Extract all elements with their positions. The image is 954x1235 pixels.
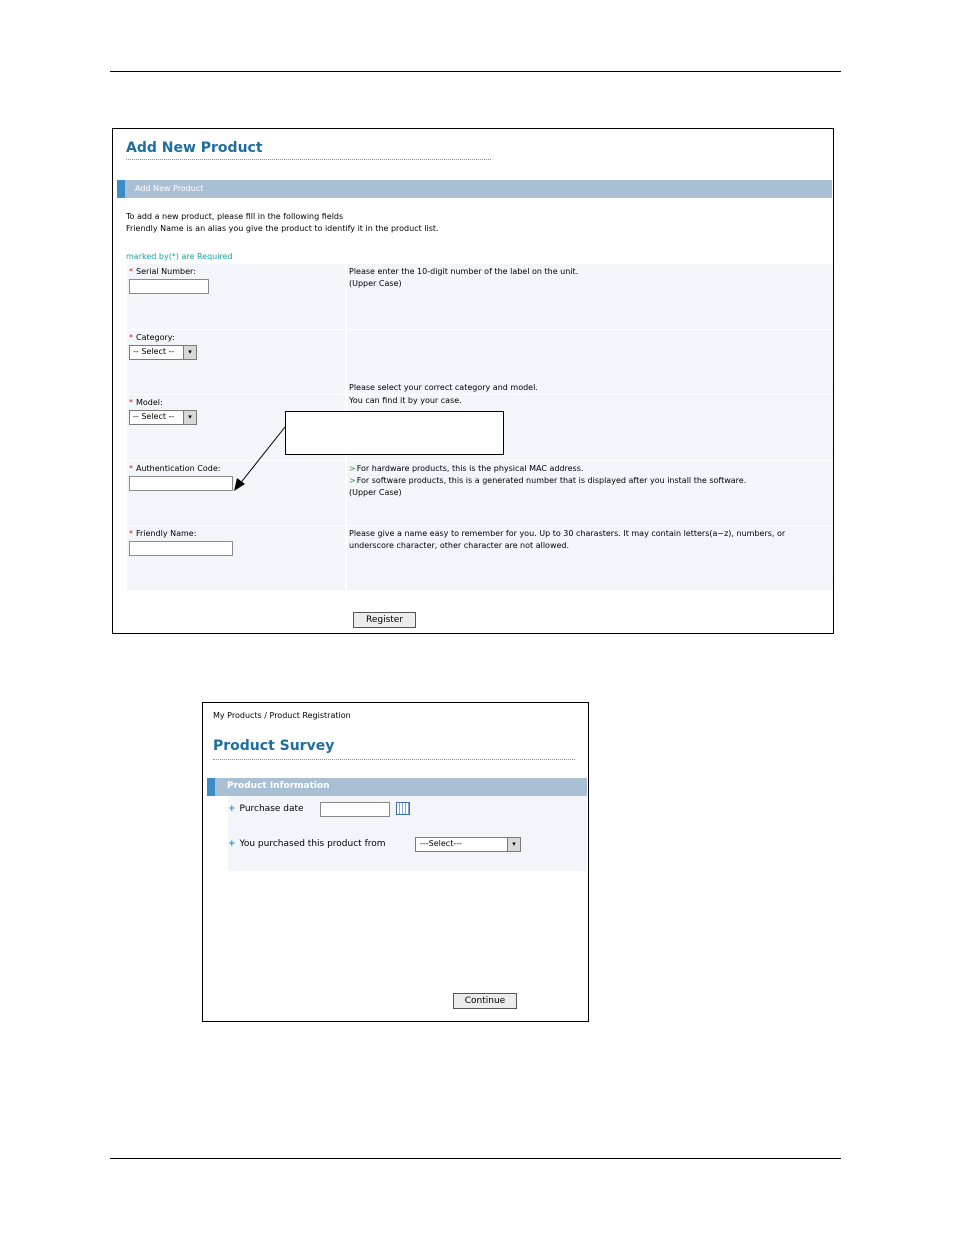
page-top-rule [110, 71, 841, 72]
intro-line-2: Friendly Name is an alias you give the product to identify it in the product list. [126, 224, 439, 233]
calendar-icon[interactable] [396, 802, 410, 815]
auth-help-line-3: (Upper Case) [349, 488, 402, 497]
required-star: * [129, 267, 133, 276]
annotation-arrow [113, 129, 833, 633]
plus-icon: + [228, 804, 236, 814]
required-note: marked by(*) are Required [126, 252, 233, 261]
purchased-from-select[interactable] [415, 837, 521, 852]
category-help-line-2: You can find it by your case. [349, 396, 462, 405]
section-accent [207, 778, 215, 796]
serial-help-line-2: (Upper Case) [349, 279, 402, 288]
title-divider [213, 759, 575, 760]
purchased-from-value: ---Select--- [420, 839, 462, 848]
authentication-code-label-text: Authentication Code: [136, 464, 221, 473]
breadcrumb: My Products / Product Registration [213, 711, 351, 720]
purchased-from-label-text: You purchased this product from [239, 839, 386, 849]
page-bottom-rule [110, 1158, 841, 1159]
required-star: * [129, 333, 133, 342]
auth-help-line-2-text: For software products, this is a generated number that is displayed after you install the software. [356, 476, 747, 485]
purchase-date-label-text: Purchase date [239, 804, 304, 814]
product-information-form [228, 796, 587, 871]
model-label-text: Model: [136, 398, 163, 407]
required-star: * [129, 464, 133, 473]
section-header [207, 778, 587, 796]
bullet-arrow-icon: > [349, 476, 356, 485]
serial-number-label-text: Serial Number: [136, 267, 196, 276]
auth-help-line-1-text: For hardware products, this is the physical MAC address. [356, 464, 584, 473]
purchase-date-label [228, 804, 304, 814]
required-star: * [129, 529, 133, 538]
page-title: Add New Product [126, 140, 263, 156]
chevron-down-icon[interactable]: ▾ [507, 838, 520, 851]
chevron-down-icon[interactable]: ▾ [183, 411, 196, 424]
model-select-value: -- Select -- [133, 412, 175, 421]
product-survey-panel [202, 702, 589, 1022]
survey-title: Product Survey [213, 738, 335, 754]
add-new-product-panel [112, 128, 834, 634]
section-header-label: Add New Product [135, 184, 204, 193]
chevron-down-icon[interactable]: ▾ [183, 346, 196, 359]
category-label-text: Category: [136, 333, 175, 342]
register-button[interactable]: Register [353, 612, 416, 628]
purchase-date-input[interactable] [320, 802, 390, 817]
plus-icon: + [228, 839, 236, 849]
section-header-label: Product Information [227, 781, 330, 791]
serial-help-line-1: Please enter the 10-digit number of the label on the unit. [349, 267, 579, 276]
friendly-name-label-text: Friendly Name: [136, 529, 197, 538]
intro-line-1: To add a new product, please fill in the following fields [126, 212, 344, 221]
category-select-value: -- Select -- [133, 347, 175, 356]
category-help-line-1: Please select your correct category and model. [349, 383, 538, 392]
bullet-arrow-icon: > [349, 464, 356, 473]
required-star: * [129, 398, 133, 407]
friendly-help-line-1: Please give a name easy to remember for you. Up to 30 charasters. It may contain letters(a~z), numbers, or [349, 529, 786, 538]
continue-button[interactable]: Continue [453, 993, 517, 1009]
friendly-help-line-2: underscore character, other character are not allowed. [349, 541, 570, 550]
purchased-from-label [228, 839, 386, 849]
